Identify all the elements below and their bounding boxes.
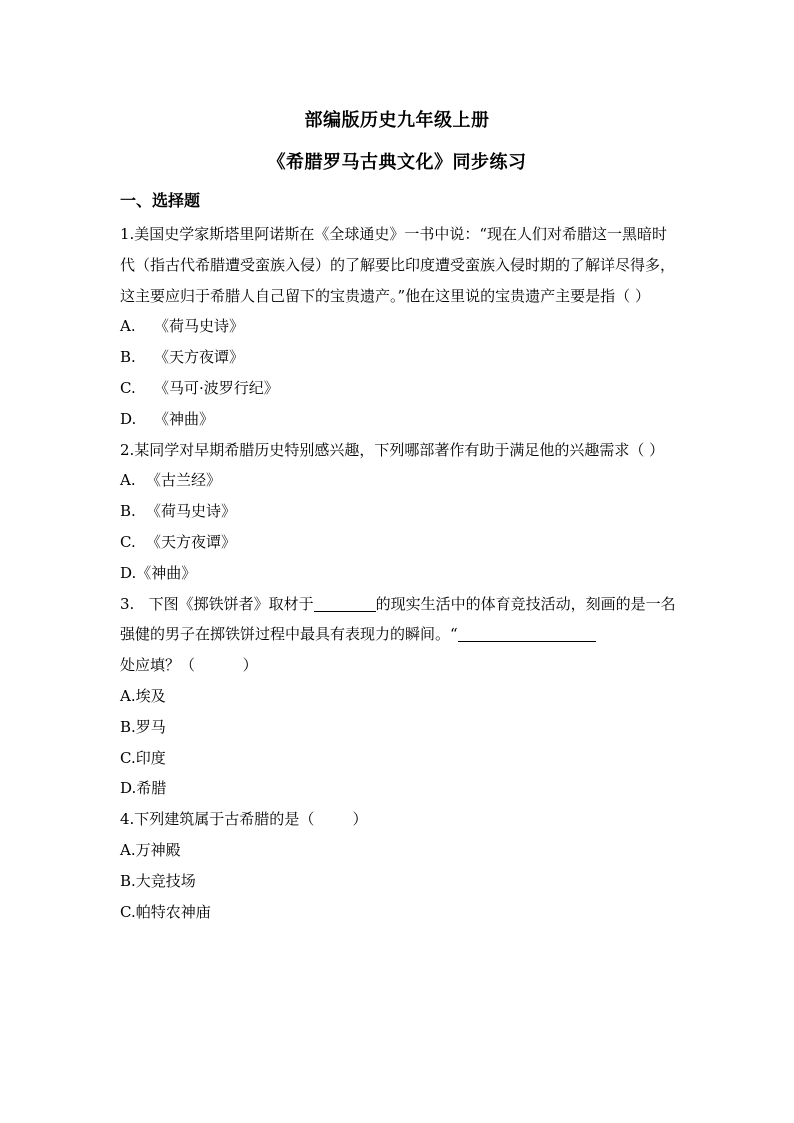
option-text: 罗马 bbox=[135, 717, 166, 736]
option-text: 《神曲》 bbox=[154, 409, 215, 428]
option-label: D. bbox=[120, 563, 137, 582]
option-text: 大竞技场 bbox=[135, 871, 196, 890]
option-text: 帕特农神庙 bbox=[135, 902, 211, 921]
option-label: A. bbox=[120, 471, 136, 490]
option-label: B. bbox=[120, 871, 136, 890]
option-label: A. bbox=[120, 840, 136, 859]
question-list bbox=[120, 219, 676, 927]
option-text: 埃及 bbox=[135, 686, 166, 705]
section-heading: 一、选择题 bbox=[120, 191, 201, 210]
fill-blank-1[interactable] bbox=[314, 593, 376, 612]
option-text: 《荷马史诗》 bbox=[154, 317, 245, 336]
option-label: C. bbox=[120, 902, 136, 921]
question-1-stem: 1.美国史学家斯塔里阿诺斯在《全球通史》一书中说：“现在人们对希腊这一黑暗时代（指古代希腊遭受蛮族入侵）的了解要比印度遭受蛮族入侵时期的了解详尽得多，这主要应归于希腊人自己留下的宝贵遗产。”他在这里说的宝贵遗产主要是指（ ） bbox=[120, 225, 676, 305]
page-subtitle: 《希腊罗马古典文化》同步练习 bbox=[267, 152, 527, 173]
option-label: C. bbox=[120, 748, 136, 767]
option-text: 万神殿 bbox=[135, 840, 181, 859]
question-4-option-b[interactable] bbox=[120, 866, 676, 897]
question-3-stem-part-1: 3. 下图《掷铁饼者》取材于 bbox=[120, 594, 314, 613]
option-label: C. bbox=[120, 532, 136, 551]
question-2-option-d[interactable] bbox=[120, 558, 676, 589]
option-text: 希腊 bbox=[136, 779, 167, 798]
page-title: 部编版历史九年级上册 bbox=[304, 110, 490, 131]
option-text: 《天方夜谭》 bbox=[146, 532, 237, 551]
question-1-option-a[interactable] bbox=[120, 311, 676, 342]
option-text: 《荷马史诗》 bbox=[146, 502, 237, 521]
question-3-option-a[interactable] bbox=[120, 681, 676, 712]
question-3-stem-part-2: 的现实生活中的体育竞技活动，刻画的是一名强健的男子在掷铁饼过程中最具有表现力的瞬间。“ bbox=[120, 594, 676, 644]
question-3-option-b[interactable] bbox=[120, 712, 676, 743]
question-2-option-c[interactable] bbox=[120, 527, 676, 558]
question-2-stem: 2.某同学对早期希腊历史特别感兴趣，下列哪部著作有助于满足他的兴趣需求（ ） bbox=[120, 440, 665, 459]
option-text: 印度 bbox=[135, 748, 166, 767]
option-label: B. bbox=[120, 717, 136, 736]
option-label: B. bbox=[120, 502, 136, 521]
option-label: B. bbox=[120, 348, 136, 367]
option-text: 《神曲》 bbox=[136, 563, 197, 582]
option-label: C. bbox=[120, 378, 136, 397]
question-3-stem-part-3: 处应填？（ ） bbox=[120, 656, 258, 675]
option-label: A. bbox=[120, 317, 136, 336]
option-label: A. bbox=[120, 686, 136, 705]
option-text: 《马可·波罗行纪》 bbox=[154, 378, 279, 397]
question-1-option-c[interactable] bbox=[120, 373, 676, 404]
question-3-option-c[interactable] bbox=[120, 743, 676, 774]
question-3-option-d[interactable] bbox=[120, 773, 676, 804]
question-1-option-d[interactable] bbox=[120, 404, 676, 435]
question-3-stem bbox=[120, 589, 676, 681]
fill-blank-2[interactable] bbox=[458, 623, 596, 642]
option-text: 《古兰经》 bbox=[146, 471, 222, 490]
option-label: D. bbox=[120, 779, 137, 798]
question-4-option-a[interactable] bbox=[120, 835, 676, 866]
option-text: 《天方夜谭》 bbox=[154, 348, 245, 367]
question-4-option-c[interactable] bbox=[120, 897, 676, 928]
question-1-option-b[interactable] bbox=[120, 342, 676, 373]
question-2-option-a[interactable] bbox=[120, 465, 676, 496]
question-4-stem: 4.下列建筑属于古希腊的是（ ） bbox=[120, 810, 368, 829]
option-label: D. bbox=[120, 409, 137, 428]
question-2-option-b[interactable] bbox=[120, 496, 676, 527]
